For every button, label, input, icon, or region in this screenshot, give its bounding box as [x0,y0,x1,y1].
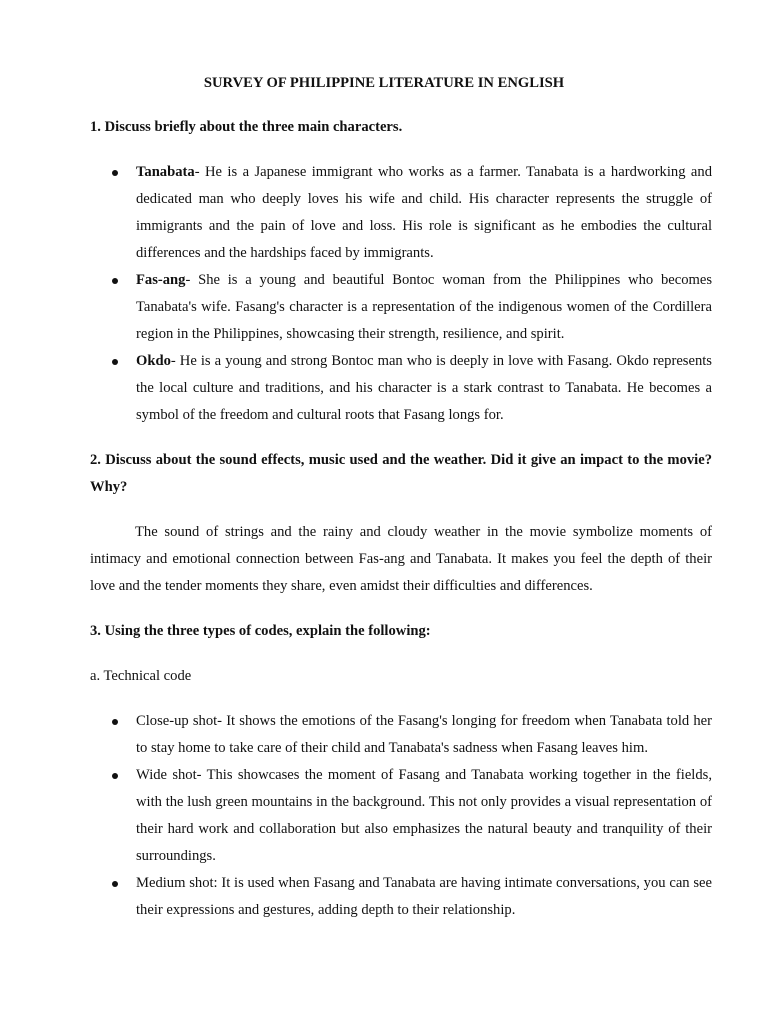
document-title: SURVEY OF PHILIPPINE LITERATURE IN ENGLISH [203,75,565,91]
technical-code-list [90,708,712,924]
bullet-icon [112,278,118,284]
bullet-icon [112,719,118,725]
list-item [90,762,712,870]
question-3-heading: 3. Using the three types of codes, explain the following: [90,623,431,639]
question-2-answer: The sound of strings and the rainy and cloudy weather in the movie symbolize moments of intimacy and emotional connection between Fas-ang and Tanabata. It makes you feel the depth of their love and the tender moments they share, even amidst their difficulties and differences. [90,524,712,594]
character-name: Fas-ang [136,272,186,288]
shot-description: Close-up shot- It shows the emotions of the Fasang's longing for freedom when Tanabata told her to stay home to take care of their child and Tanabata's sadness when Fasang leaves him. [136,713,712,756]
shot-description: Medium shot: It is used when Fasang and Tanabata are having intimate conversations, you can see their expressions and gestures, adding depth to their relationship. [136,875,712,918]
question-1-heading: 1. Discuss briefly about the three main characters. [90,119,403,135]
character-description: - He is a young and strong Bontoc man who is deeply in love with Fasang. Okdo represents the local culture and traditions, and his character is a stark contrast to Tanabata. He becomes a symbol of the freedom and cultural roots that Fasang longs for. [136,353,712,423]
question-2-heading: 2. Discuss about the sound effects, music used and the weather. Did it give an impact to the movie? Why? [90,452,712,495]
character-name: Okdo [136,353,171,369]
bullet-icon [112,773,118,779]
list-item [90,708,712,762]
bullet-icon [112,170,118,176]
subheading-technical-code: a. Technical code [90,668,192,684]
shot-description: Wide shot- This showcases the moment of Fasang and Tanabata working together in the fields, with the lush green mountains in the background. This not only provides a visual representation of their hard work and collaboration but also emphasizes the natural beauty and tranquility of their surroundings. [136,767,712,864]
character-description: - She is a young and beautiful Bontoc woman from the Philippines who becomes Tanabata's wife. Fasang's character is a representation of the indigenous women of the Cordillera region in the Philippines, showcasing their strength, resilience, and spirit. [136,272,712,342]
list-item [90,159,712,267]
character-list [90,159,712,429]
character-description: - He is a Japanese immigrant who works as a farmer. Tanabata is a hardworking and dedicated man who deeply loves his wife and child. His character represents the struggle of immigrants and the pain of love and loss. His role is significant as he embodies the cultural differences and the hardships faced by immigrants. [136,164,712,261]
bullet-icon [112,881,118,887]
list-item [90,348,712,429]
bullet-icon [112,359,118,365]
list-item [90,267,712,348]
character-name: Tanabata [136,164,195,180]
list-item [90,870,712,924]
